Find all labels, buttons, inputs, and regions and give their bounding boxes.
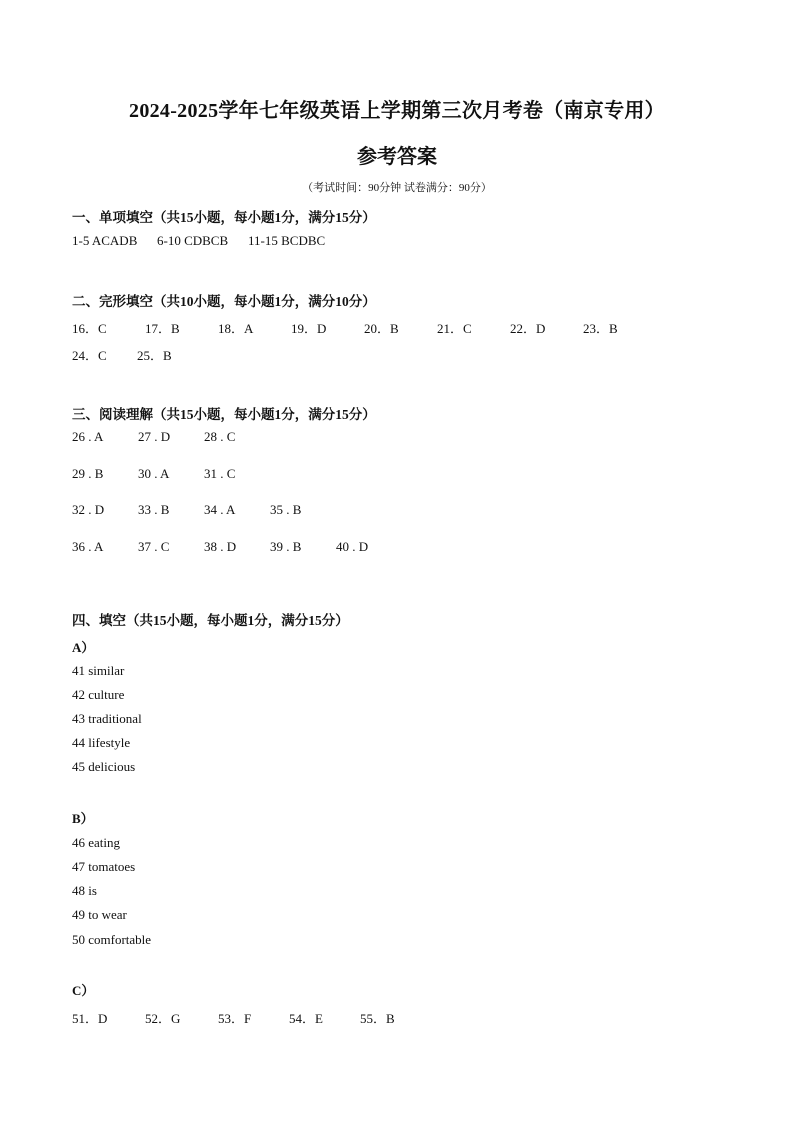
answer-item: 33 . B (138, 502, 170, 517)
part-label-c: C） (72, 983, 95, 998)
list-item: 44 lifestyle (72, 735, 131, 750)
answer-item: 34 . A (204, 502, 236, 517)
answer-item: 17．B (145, 321, 180, 336)
list-item: 42 culture (72, 687, 125, 702)
list-item: 45 delicious (72, 759, 136, 774)
answer-group: 1-5 ACADB (72, 233, 138, 248)
answer-item: 40 . D (336, 539, 369, 554)
answer-item: 39 . B (270, 539, 302, 554)
section-heading-fill-in: 四、填空（共15小题，每小题1分，满分15分） (72, 613, 349, 628)
list-item: 41 similar (72, 663, 125, 678)
page-title: 2024-2025学年七年级英语上学期第三次月考卷（南京专用） (129, 100, 665, 122)
answer-item: 54．E (289, 1011, 323, 1026)
answer-item: 16．C (72, 321, 107, 336)
answer-item: 27 . D (138, 429, 171, 444)
section-heading-single-choice: 一、单项填空（共15小题，每小题1分，满分15分） (72, 210, 376, 225)
answer-item: 20．B (364, 321, 399, 336)
answer-item: 32 . D (72, 502, 105, 517)
list-item: 43 traditional (72, 711, 142, 726)
answer-item: 53．F (218, 1011, 252, 1026)
list-item: 50 comfortable (72, 932, 152, 947)
answer-group: 6-10 CDBCB (157, 233, 229, 248)
answer-item: 52．G (145, 1011, 181, 1026)
answer-item: 51．D (72, 1011, 108, 1026)
answer-item: 25．B (137, 348, 172, 363)
part-label-b: B） (72, 811, 94, 826)
answer-item: 26 . A (72, 429, 104, 444)
answer-item: 31 . C (204, 466, 236, 481)
answer-item: 37 . C (138, 539, 170, 554)
answer-item: 23．B (583, 321, 618, 336)
section-heading-cloze: 二、完形填空（共10小题，每小题1分，满分10分） (72, 294, 376, 309)
answer-item: 18．A (218, 321, 254, 336)
answer-item: 30 . A (138, 466, 170, 481)
answer-group: 11-15 BCDBC (248, 233, 326, 248)
answer-item: 29 . B (72, 466, 104, 481)
answer-item: 28 . C (204, 429, 236, 444)
list-item: 47 tomatoes (72, 859, 136, 874)
answer-item: 38 . D (204, 539, 237, 554)
part-label-a: A） (72, 640, 95, 655)
answer-item: 24．C (72, 348, 107, 363)
answer-item: 55．B (360, 1011, 395, 1026)
list-item: 46 eating (72, 835, 121, 850)
list-item: 48 is (72, 883, 97, 898)
exam-meta: （考试时间：90分钟 试卷满分：90分） (302, 182, 492, 194)
answer-item: 35 . B (270, 502, 302, 517)
answer-item: 19．D (291, 321, 327, 336)
answer-item: 36 . A (72, 539, 104, 554)
list-item: 49 to wear (72, 907, 127, 922)
answer-item: 22．D (510, 321, 546, 336)
answer-item: 21．C (437, 321, 472, 336)
section-heading-reading: 三、阅读理解（共15小题，每小题1分，满分15分） (72, 407, 376, 422)
page-subtitle: 参考答案 (357, 146, 437, 168)
